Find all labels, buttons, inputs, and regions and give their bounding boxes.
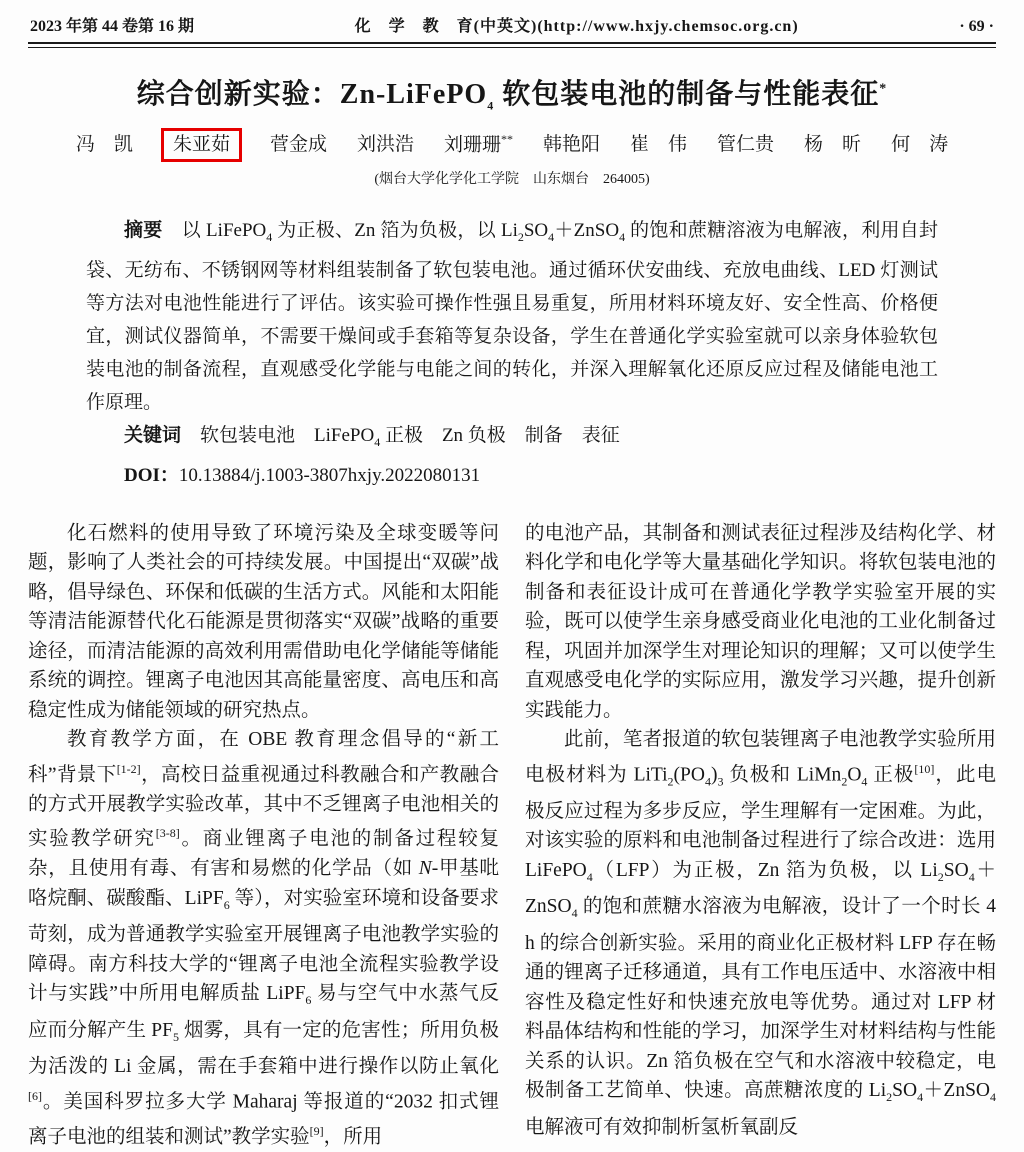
author-yang-xin: 杨 昕 — [804, 133, 862, 155]
left-paragraph-1: 化石燃料的使用导致了环境污染及全球变暖等问题，影响了人类社会的可持续发展。中国提出“双碳”战略，倡导绿色、环保和低碳的生活方式。风能和太阳能等清洁能源替代化石能源是贯彻落实“双碳”战略的重要途径，而清洁能源的高效利用需借助电化学储能等储能系统的调控。锂离子电池因其高能量密度、高电压和高稳定性成为储能领域的研究热点。 — [28, 522, 499, 721]
doi-line — [86, 459, 938, 492]
abstract-block — [86, 214, 938, 492]
doi-value: 10.13884/j.1003-3807hxjy.2022080131 — [178, 464, 481, 486]
author-he-tao: 何 涛 — [891, 133, 949, 155]
keywords-line — [86, 419, 938, 459]
author-liu-hong-hao: 刘洪浩 — [356, 133, 414, 155]
author-cui-wei: 崔 伟 — [630, 133, 688, 155]
header-page-number: · 69 · — [959, 18, 994, 35]
author-feng-kai: 冯 凯 — [75, 133, 133, 155]
right-paragraph-1-continuation: 的电池产品，其制备和测试表征过程涉及结构化学、材料化学和电化学等大量基础化学知识。将软包装电池的制备和表征设计成可在普通化学教学实验室开展的实验，既可以使学生亲身感受商业化电池的工业化制备过程，巩固并加深学生对理论知识的理解；又可以使学生直观感受电化学的实际应用，激发学习兴趣，提升创新实践能力。 — [525, 522, 996, 721]
body-right-column — [525, 519, 996, 1152]
author-zhu-ya-ru-highlight-box: 朱亚茹 — [161, 128, 242, 163]
author-han-yan-yang: 韩艳阳 — [543, 133, 601, 155]
doi-label: DOI： — [124, 464, 179, 486]
keywords-label: 关键词 — [124, 425, 182, 447]
author-guan-ren-gui: 管仁贵 — [717, 133, 775, 155]
paper-title: 综合创新实验：Zn-LiFePO$_4$ 软包装电池的制备与性能表征* — [136, 79, 888, 113]
author-list — [28, 131, 996, 160]
affiliation: (烟台大学化学化工学院 山东烟台 264005) — [374, 172, 650, 188]
header-journal-title: 化 学 教 育(中英文)(http://www.hxjy.chemsoc.org.cn) — [354, 18, 799, 35]
body-left-column — [28, 519, 499, 1152]
left-paragraph-2: 教育教学方面，在 OBE 教育理念倡导的“新工科”背景下[1-2]，高校日益重视通过科教融合和产教融合的方式开展教学实验改革，其中不乏锂离子电池相关的实验教学研究[3-8]。商业锂离子电池的制备过程较复杂，且使用有毒、有害和易燃的化学品（如 N-甲基吡咯烷酮、碳酸酯、LiPF$_6$ 等），对实验室环境和设备要求苛刻，成为普通教学实验室开展锂离子电池教学实验的障碍。南方科技大学的“锂离子电池全流程实验教学设计与实践”中所用电解质盐 LiPF$_6$ 易与空气中水蒸气反应而分解产生 $PF_5$ 烟雾，具有一定的危害性；所用负极为活泼的 Li 金属，需在手套箱中进行操作以防止氧化[6]。美国科罗拉多大学 Maharaj 等报道的“2032 扣式锂离子电池的组装和测试”教学实验[9]，所用 — [28, 729, 499, 1148]
author-jian-jin-cheng: 菅金成 — [269, 133, 327, 155]
right-paragraph-2: 此前，笔者报道的软包装锂离子电池教学实验所用电极材料为 $LiTi_2(PO_4)_3$ 负极和 $LiMn_2O_4$ 正极[10]，此电极反应过程为多步反应，学生理解有一定困难。为此，对该实验的原料和电池制备过程进行了综合改进：选用 LiFePO$_4$（LFP）为正极，Zn 箔为负极，以 $Li_2SO_4+ZnSO_4$ 的饱和蔗糖水溶液为电解液，设计了一个时长 4 h 的综合创新实验。采用的商业化正极材料 LFP 存在畅通的锂离子迁移通道，具有工作电压适中、水溶液中相容性及稳定性好和快速充放电等优势。通过对 LFP 材料晶体结构和性能的学习，加深学生对材料结构与性能关系的认识。Zn 箔负极在空气和水溶液中较稳定，电极制备工艺简单、快速。高蔗糖浓度的 $Li_2SO_4+ZnSO_4$ 电解液可有效抑制析氢析氧副反 — [525, 729, 996, 1138]
header-divider-rule — [28, 42, 996, 48]
author-liu-shan-shan: 刘珊珊** — [443, 132, 513, 156]
keywords-text: 软包装电池 LiFePO$_4$ 正极 Zn 负极 制备 表征 — [181, 425, 620, 449]
running-head — [28, 0, 996, 42]
body-columns — [28, 519, 996, 1152]
header-issue: 2023 年第 44 卷第 16 期 — [30, 18, 195, 35]
abstract-paragraph — [86, 214, 938, 419]
abstract-text: 以 LiFePO$_4$ 为正极、Zn 箔为负极，以 $Li_2SO_4+ZnSO_4$ 的饱和蔗糖溶液为电解液，利用自封袋、无纺布、不锈钢网等材料组装制备了软包装电池。通过循环伏安曲线、充放电曲线、LED 灯测试等方法对电池性能进行了评估。该实验可操作性强且易重复，所用材料环境友好、安全性高、价格便宜，测试仪器简单，不需要干燥间或手套箱等复杂设备，学生在普通化学实验室就可以亲身体验软包装电池的制备流程，直观感受化学能与电能之间的转化，并深入理解氧化还原反应过程及储能电池工作原理。 — [86, 220, 938, 414]
abstract-label: 摘要 — [124, 220, 163, 242]
